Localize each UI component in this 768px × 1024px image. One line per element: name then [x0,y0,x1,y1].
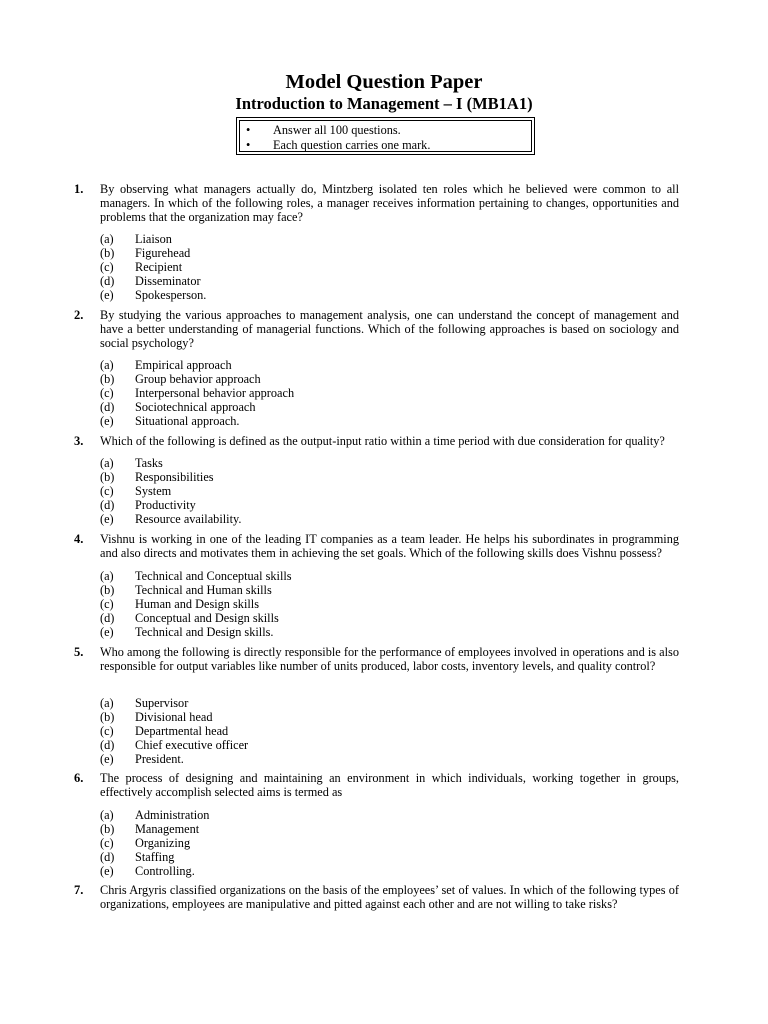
question-text: Vishnu is working in one of the leading IT companies as a team leader. He helps his subordinates in programming and also directs and motivates them in achieving the set goals. Which of the following skills does Vishnu possess? [100,532,679,560]
instructions-box [236,117,535,155]
option-label: (b) [100,246,115,260]
option-e [100,288,600,302]
options-list [100,808,600,878]
option-e [100,864,600,878]
option-label: (a) [100,232,114,246]
question-text: Who among the following is directly responsible for the performance of employees involved in operations and is also responsible for output variables like number of units produced, labor costs, inventory levels, and quality control? [100,645,679,673]
option-label: (e) [100,512,114,526]
option-e [100,512,600,526]
option-b [100,710,600,724]
question-number: 3. [74,434,84,448]
option-label: (e) [100,414,114,428]
option-label: (d) [100,850,115,864]
option-text: Liaison [135,232,172,246]
question-text: The process of designing and maintaining an environment in which individuals, working together in groups, effectively accomplish selected aims is termed as [100,771,679,799]
options-list [100,456,600,526]
question-number: 7. [74,883,84,897]
option-c [100,484,600,498]
bullet-icon: • [246,138,251,152]
option-text: Tasks [135,456,163,470]
options-list [100,232,600,302]
option-text: Responsibilities [135,470,214,484]
question-text: Chris Argyris classified organizations on the basis of the employees’ set of values. In which of the following types of organizations, employees are manipulative and pitted against each other and are not willing to take risks? [100,883,679,911]
bullet-icon: • [246,123,251,137]
option-text: Management [135,822,200,836]
option-label: (e) [100,288,114,302]
option-e [100,625,600,639]
options-list [100,358,600,428]
option-d [100,850,600,864]
option-label: (e) [100,752,114,766]
option-d [100,611,600,625]
option-text: Controlling. [135,864,195,878]
option-c [100,386,600,400]
option-text: Human and Design skills [135,597,259,611]
question-number: 4. [74,532,84,546]
option-label: (c) [100,597,114,611]
option-text: Technical and Human skills [135,583,272,597]
option-label: (a) [100,358,114,372]
option-text: Sociotechnical approach [135,400,256,414]
option-text: Situational approach. [135,414,240,428]
option-b [100,470,600,484]
instruction-text: Answer all 100 questions. [273,123,401,137]
option-text: Group behavior approach [135,372,261,386]
option-a [100,456,600,470]
instruction-text: Each question carries one mark. [273,138,431,152]
option-text: Interpersonal behavior approach [135,386,295,400]
option-text: Divisional head [135,710,213,724]
option-label: (d) [100,498,115,512]
option-text: Technical and Design skills. [135,625,274,639]
option-label: (a) [100,808,114,822]
option-label: (d) [100,611,115,625]
option-label: (c) [100,386,114,400]
page-subtitle: Introduction to Management – I (MB1A1) [235,94,533,113]
option-label: (c) [100,724,114,738]
option-text: Recipient [135,260,183,274]
option-c [100,724,600,738]
option-text: Administration [135,808,210,822]
option-text: Conceptual and Design skills [135,611,279,625]
option-c [100,836,600,850]
option-text: Productivity [135,498,196,512]
question-number: 2. [74,308,84,322]
option-label: (c) [100,260,114,274]
option-d [100,498,600,512]
option-label: (e) [100,864,114,878]
option-e [100,414,600,428]
option-text: Departmental head [135,724,229,738]
option-b [100,246,600,260]
option-text: System [135,484,172,498]
option-a [100,358,600,372]
option-text: Supervisor [135,696,189,710]
option-label: (c) [100,484,114,498]
option-b [100,372,600,386]
option-label: (b) [100,372,115,386]
option-label: (b) [100,583,115,597]
page-title: Model Question Paper [285,71,483,93]
option-e [100,752,600,766]
option-label: (a) [100,569,114,583]
option-a [100,696,600,710]
option-label: (e) [100,625,114,639]
option-text: Disseminator [135,274,201,288]
options-list [100,696,600,766]
question-text: By studying the various approaches to management analysis, one can understand the concept of management and have a better understanding of managerial functions. Which of the following approaches is based on sociology and social psychology? [100,308,679,350]
option-text: Resource availability. [135,512,242,526]
option-text: Spokesperson. [135,288,207,302]
option-text: Staffing [135,850,175,864]
option-a [100,232,600,246]
option-label: (c) [100,836,114,850]
instruction-item [246,138,531,153]
option-label: (d) [100,274,115,288]
instruction-item [246,123,531,138]
option-label: (a) [100,456,114,470]
option-d [100,400,600,414]
option-text: Figurehead [135,246,191,260]
option-c [100,597,600,611]
instructions-inner-frame [239,120,532,152]
option-label: (b) [100,710,115,724]
option-label: (d) [100,400,115,414]
question-number: 1. [74,182,84,196]
question-number: 5. [74,645,84,659]
options-list [100,569,600,639]
option-c [100,260,600,274]
option-d [100,738,600,752]
option-text: President. [135,752,184,766]
option-label: (d) [100,738,115,752]
option-label: (a) [100,696,114,710]
option-text: Chief executive officer [135,738,249,752]
option-text: Organizing [135,836,191,850]
option-a [100,808,600,822]
question-number: 6. [74,771,84,785]
option-b [100,583,600,597]
option-label: (b) [100,470,115,484]
option-text: Technical and Conceptual skills [135,569,292,583]
question-text: By observing what managers actually do, Mintzberg isolated ten roles which he believed were common to all managers. In which of the following roles, a manager receives information pertaining to changes, opportunities and problems that the organization may face? [100,182,679,224]
option-text: Empirical approach [135,358,232,372]
option-b [100,822,600,836]
option-a [100,569,600,583]
question-text: Which of the following is defined as the output-input ratio within a time period with due consideration for quality? [100,434,665,448]
option-d [100,274,600,288]
option-label: (b) [100,822,115,836]
